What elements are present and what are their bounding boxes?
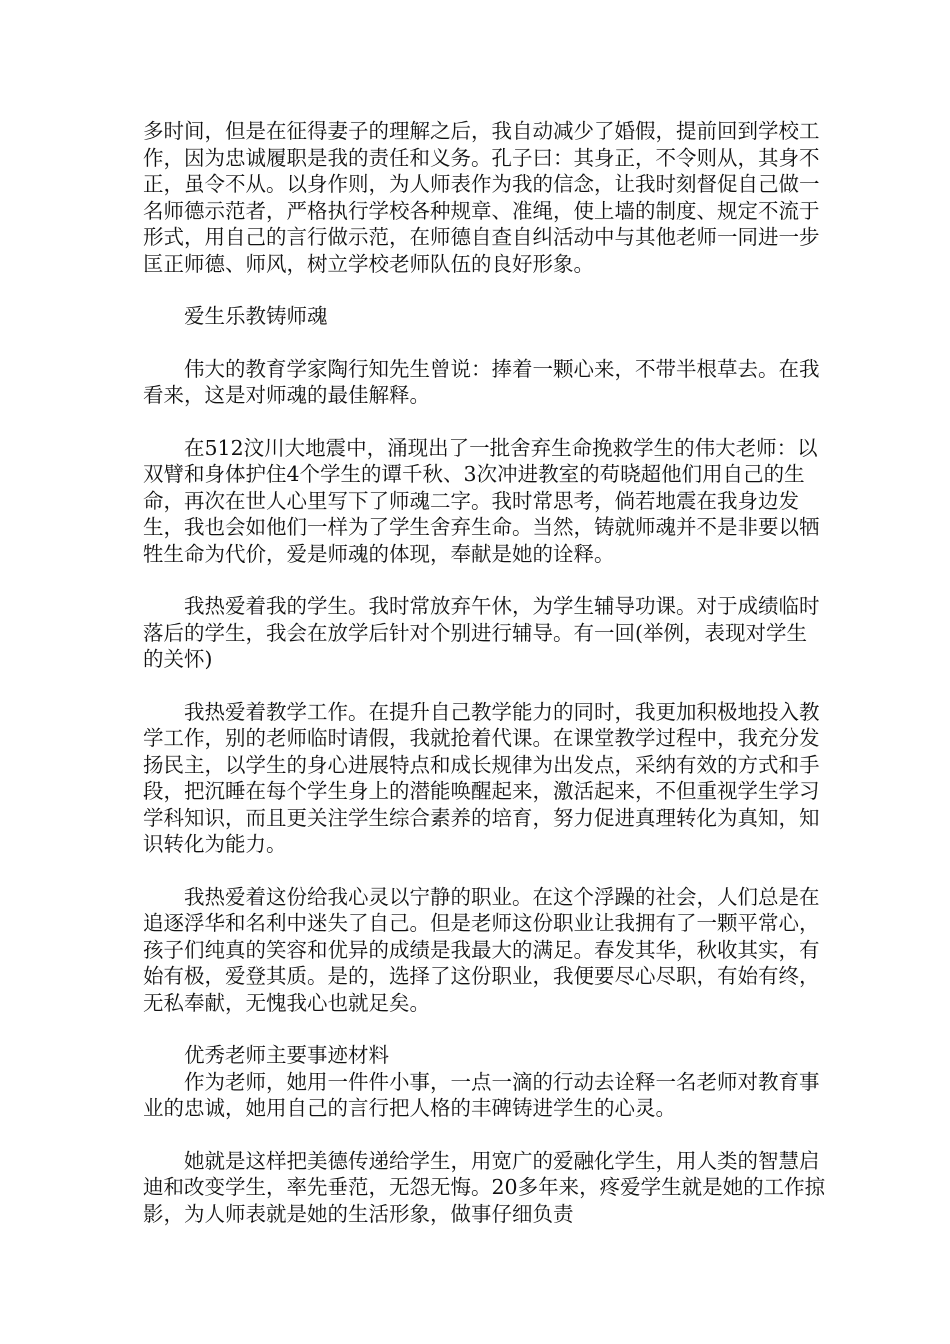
section-heading-excellent-teacher: 优秀老师主要事迹材料 bbox=[184, 1043, 389, 1067]
paragraph-earthquake: 在512汶川大地震中，涌现出了一批舍弃生命挽救学生的伟大老师：以双臂和身体护住4个学生的谭千秋、3次冲进教室的苟晓超他们用自己的生命，再次在世人心里写下了师魂二字。我时常思考，倘若地震在我身边发生，我也会如他们一样为了学生舍弃生命。当然，铸就师魂并不是非要以牺牲生命为代价，爱是师魂的体现，奉献是她的诠释。 bbox=[143, 435, 820, 566]
paragraph-teacher-virtue: 她就是这样把美德传递给学生，用宽广的爱融化学生，用人类的智慧启迪和改变学生，率先垂范，无怨无悔。20多年来，疼爱学生就是她的工作掠影，为人师表就是她的生活形象，做事仔细负责 bbox=[143, 1148, 826, 1226]
paragraph-love-teaching: 我热爱着教学工作。在提升自己教学能力的同时，我更加积极地投入教学工作，别的老师临时请假，我就抢着代课。在课堂教学过程中，我充分发扬民主，以学生的身心进展特点和成长规律为出发点，采纳有效的方式和手段，把沉睡在每个学生身上的潜能唤醒起来，激活起来，不但重视学生学习学科知识，而且更关注学生综合素养的培育，努力促进真理转化为真知，知识转化为能力。 bbox=[143, 699, 820, 856]
paragraph-love-students: 我热爱着我的学生。我时常放弃午休，为学生辅导功课。对于成绩临时落后的学生，我会在放学后针对个别进行辅导。有一回(举例，表现对学生的关怀) bbox=[143, 594, 820, 671]
section-heading-love-students: 爱生乐教铸师魂 bbox=[184, 304, 328, 328]
paragraph-teacher-loyalty: 作为老师，她用一件件小事，一点一滴的行动去诠释一名老师对教育事业的忠诚，她用自己的言行把人格的丰碑铸进学生的心灵。 bbox=[143, 1069, 820, 1120]
paragraph-tao-xingzhi: 伟大的教育学家陶行知先生曾说：捧着一颗心来，不带半根草去。在我看来，这是对师魂的最佳解释。 bbox=[143, 356, 820, 407]
paragraph-love-profession: 我热爱着这份给我心灵以宁静的职业。在这个浮躁的社会，人们总是在追逐浮华和名利中迷失了自己。但是老师这份职业让我拥有了一颗平常心，孩子们纯真的笑容和优异的成绩是我最大的满足。春发其华，秋收其实，有始有极，爱登其质。是的，选择了这份职业，我便要尽心尽职，有始有终，无私奉献，无愧我心也就足矣。 bbox=[143, 884, 820, 1015]
paragraph-continuation: 多时间，但是在征得妻子的理解之后，我自动减少了婚假，提前回到学校工作，因为忠诚履职是我的责任和义务。孔子曰：其身正，不令则从，其身不正，虽令不从。以身作则，为人师表作为我的信念，让我时刻督促自己做一名师德示范者，严格执行学校各种规章、准绳，使上墙的制度、规定不流于形式，用自己的言行做示范，在师德自查自纠活动中与其他老师一同进一步匡正师德、师风，树立学校老师队伍的良好形象。 bbox=[143, 119, 820, 276]
document-body bbox=[143, 118, 827, 1227]
